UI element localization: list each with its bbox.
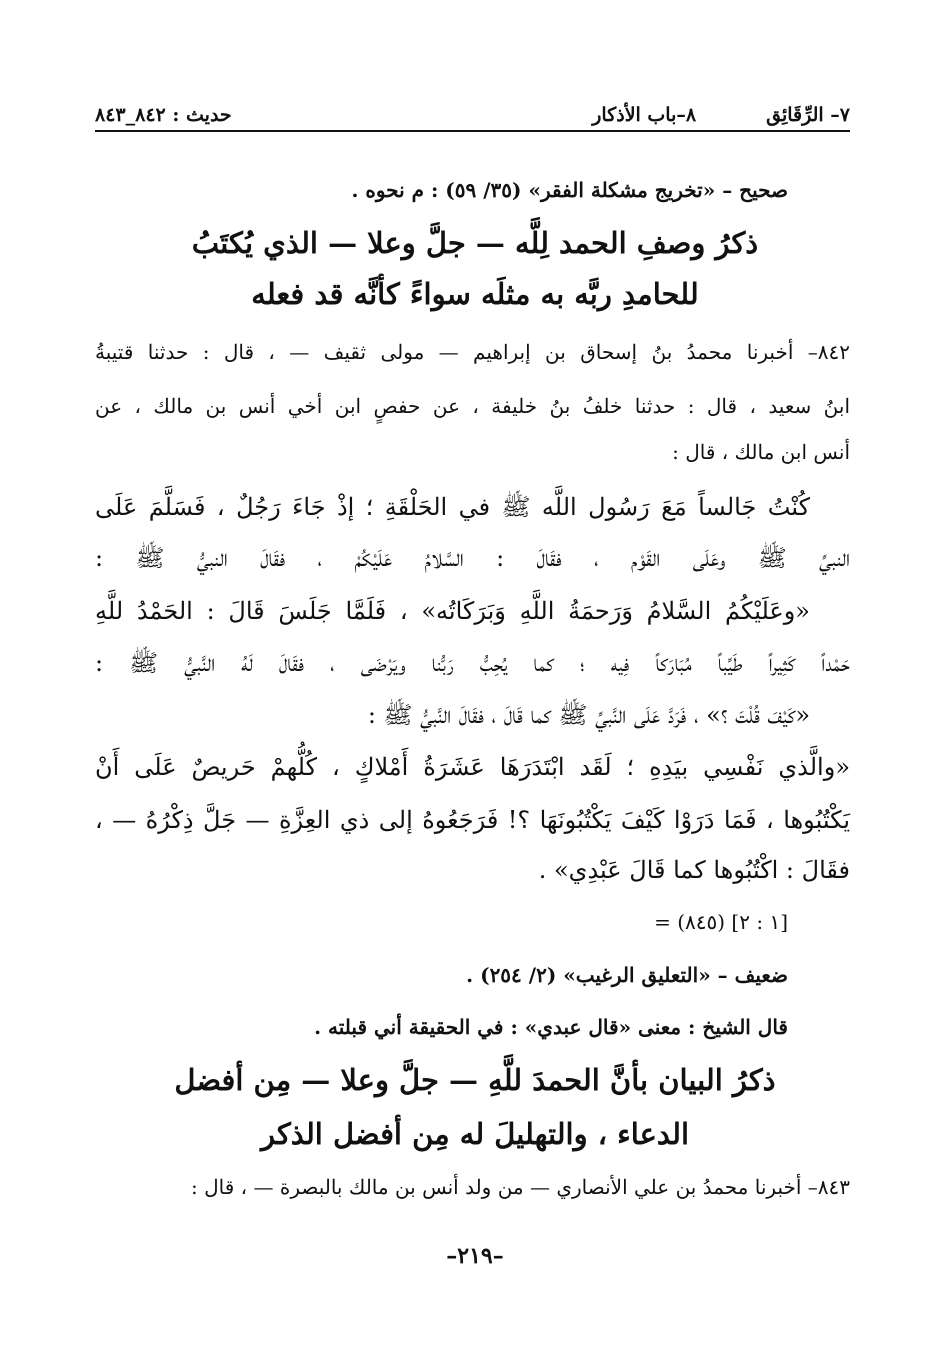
chapter-heading-2a: ذكرُ البيان بأنَّ الحمدَ للَّهِ — جلَّ وعلا — مِن أفضل xyxy=(174,1063,776,1097)
header-rule xyxy=(95,130,850,132)
matn-842-line-1: كُنْتُ جَالساً مَعَ رَسُول اللَّه ﷺ في الحَلْقَةِ ؛ إذْ جَاءَ رَجُلٌ ، فَسَلَّمَ عَلَى xyxy=(95,493,810,521)
sheikh-note: قال الشيخ : معنى «قال عبدي» : في الحقيقة أني قبلته . xyxy=(314,1015,788,1039)
isnad-843-line-1: ٨٤٣– أخبرنا محمدُ بن علي الأنصاري — من ولد أنس بن مالك بالبصرة — ، قال : xyxy=(191,1175,850,1199)
matn-842-line-4: حَمْداً كَثِيراً طَيِّباً مُبَارَكاً فِيه ؛ كما يُحِبُّ رَبُّنا ويَرْضَى ، فقَالَ لَهُ النَّبيُّ ﷺ : xyxy=(95,649,850,677)
matn-842-line-3: «وعَلَيْكُمُ السَّلامُ وَرَحمَةُ اللَّهِ وَبَرَكَاتُه» ، فَلَمَّا جَلَسَ قَالَ : الحَمْدُ للَّهِ xyxy=(95,597,810,625)
page-number: –٢١٩– xyxy=(446,1243,504,1269)
isnad-842-line-3: أنس ابن مالك ، قال : xyxy=(672,440,850,464)
matn-842-line-5: «كَيْفَ قُلْتَ ؟» ، فَرَدَّ عَلَى النَّبيِّ ﷺ كما قَالَ ، فقَالَ النَّبيُّ ﷺ : xyxy=(367,701,810,729)
isnad-842-line-2: ابنُ سعيد ، قال : حدثنا خلفُ بنُ خليفة ، عن حفصٍ ابن أخي أنس بن مالك ، عن xyxy=(95,394,850,418)
header-section: ٨–باب الأذكار xyxy=(592,104,697,126)
matn-842-line-7: يَكْتُبُوها ، فَمَا دَرَوْا كَيْفَ يَكْتُبُونَهَا ؟! فَرَجَعُوهُ إلى ذي العِزَّةِ — جَلَّ ذِكْرُهُ — ، xyxy=(95,806,850,834)
grading-line-1: صحيح – «تخريج مشكلة الفقر» (٣٥/ ٥٩) : م نحوه . xyxy=(351,178,788,202)
isnad-842-line-1: ٨٤٢– أخبرنا محمدُ بنُ إسحاق بن إبراهيم — مولى ثقيف — ، قال : حدثنا قتيبةُ xyxy=(95,340,850,364)
cross-reference: = (٨٤٥) [١ : ٢] xyxy=(654,910,788,934)
running-header xyxy=(95,92,850,126)
header-chapter: ٧– الرِّقَائِق xyxy=(766,104,850,126)
matn-842-line-2: النبيِّ ﷺ وعَلَى القَوْم ، فقَالَ : السَّلامُ عَلَيْكُمْ ، فقَالَ النبيُّ ﷺ : xyxy=(95,544,850,572)
grading-line-2: ضعيف – «التعليق الرغيب» (٢/ ٢٥٤) . xyxy=(466,963,788,987)
chapter-heading-2b: الدعاء ، والتهليلَ له مِن أفضل الذكر xyxy=(260,1117,690,1151)
chapter-heading-1a: ذكرُ وصفِ الحمد لِلَّه — جلَّ وعلا — الذي يُكتَبُ xyxy=(191,226,759,260)
header-titles xyxy=(592,104,850,126)
matn-842-line-8: فقَالَ : اكْتُبُوها كما قَالَ عَبْدِي» . xyxy=(538,856,850,884)
chapter-heading-1b: للحامدِ ربَّه به مثلَه سواءً كأنَّه قد فعله xyxy=(251,277,699,311)
header-hadith-range: حديث : ٨٤٢_٨٤٣ xyxy=(95,104,232,126)
matn-842-line-6: «والَّذي نَفْسِي بيَدِهِ ؛ لَقَد ابْتَدَرَهَا عَشَرَةُ أَمْلاكٍ ، كُلُّهمْ حَريصٌ عَلَى أَنْ xyxy=(95,753,850,781)
